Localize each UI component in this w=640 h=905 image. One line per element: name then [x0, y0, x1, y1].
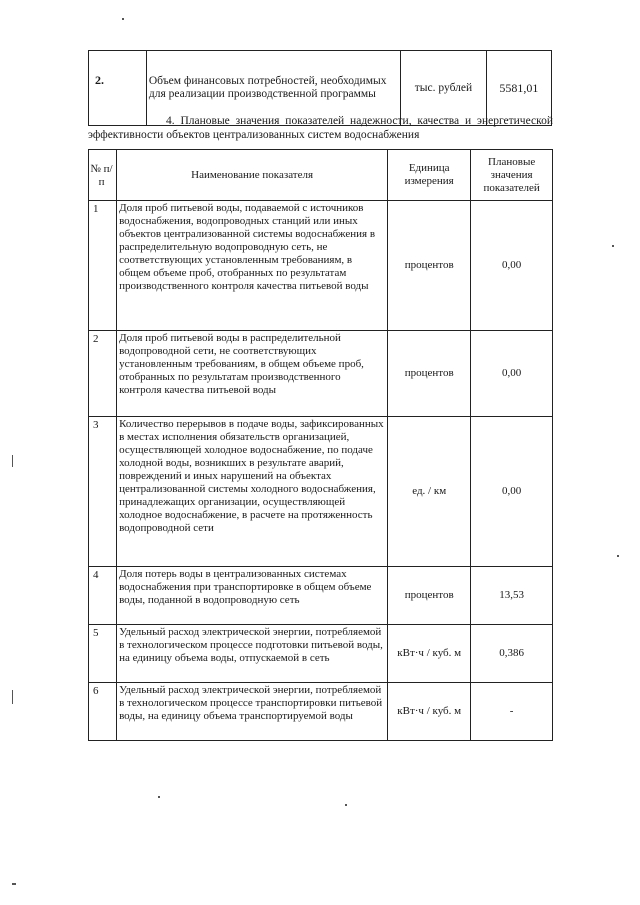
scan-speck — [12, 883, 16, 885]
header-name: Наименование показателя — [117, 150, 388, 201]
table-row — [89, 683, 553, 741]
table-row — [89, 331, 553, 417]
indicator-name: Удельный расход электрической энергии, потребляемой в технологическом процессе транспортировки питьевой воды, на единицу объема транспортируемой воды — [117, 683, 388, 741]
row-number: 6 — [89, 683, 117, 741]
unit-cell: процентов — [388, 331, 471, 417]
header-value: Плановые значения показателей — [471, 150, 553, 201]
header-unit: Единица измерения — [388, 150, 471, 201]
row-number: 2 — [89, 331, 117, 417]
unit-cell: процентов — [388, 201, 471, 331]
indicator-name: Количество перерывов в подаче воды, зафиксированных в местах исполнения обязательств организацией, осуществляющей холодное водоснабжение, по подаче холодной воды, возникших в результате аварий, повреждений и иных нарушений на объектах централизованной системы холодного водоснабжения, принадлежащих организации, осуществляющей холодное водоснабжение, в расчете на протяженность водопроводной сети — [117, 417, 388, 567]
indicator-name: Удельный расход электрической энергии, потребляемой в технологическом процессе подготовки питьевой воды, на единицу объема воды, отпускаемой в сеть — [117, 625, 388, 683]
row-number: 1 — [89, 201, 117, 331]
indicator-name: Доля потерь воды в централизованных системах водоснабжения при транспортировке в общем объеме воды, поданной в водопроводную сеть — [117, 567, 388, 625]
indicators-table — [88, 149, 553, 741]
row-number: 3 — [89, 417, 117, 567]
scan-speck — [158, 796, 160, 798]
row-number: 2. — [89, 51, 147, 126]
table-header-row — [89, 150, 553, 201]
unit-cell: кВт·ч / куб. м — [388, 625, 471, 683]
indicator-name: Доля проб питьевой воды, подаваемой с источников водоснабжения, водопроводных станций или иных объектов централизованной системы водоснабжения в распределительную водопроводную сеть, не соответствующих установленным требованиям, в общем объеме проб, отобранных по результатам производственного контроля качества питьевой воды — [117, 201, 388, 331]
value-cell: 13,53 — [471, 567, 553, 625]
section-caption: 4. Плановые значения показателей надежности, качества и энергетической эффективности объектов централизованных систем водоснабжения — [88, 115, 553, 141]
scan-speck — [12, 455, 13, 467]
unit-cell: ед. / км — [388, 417, 471, 567]
value-cell: 0,00 — [471, 201, 553, 331]
unit-cell: тыс. рублей — [401, 51, 486, 126]
row-number: 4 — [89, 567, 117, 625]
value-cell: 0,386 — [471, 625, 553, 683]
unit-cell: кВт·ч / куб. м — [388, 683, 471, 741]
value-cell: 0,00 — [471, 331, 553, 417]
value-cell: 0,00 — [471, 417, 553, 567]
row-number: 5 — [89, 625, 117, 683]
scan-speck — [122, 18, 124, 20]
value-cell: - — [471, 683, 553, 741]
table-row — [89, 567, 553, 625]
unit-cell: процентов — [388, 567, 471, 625]
table-row — [89, 417, 553, 567]
table-row — [89, 201, 553, 331]
scan-speck — [612, 245, 614, 247]
value-cell: 5581,01 — [486, 51, 551, 126]
scan-speck — [12, 690, 13, 704]
indicator-name: Доля проб питьевой воды в распределительной водопроводной сети, не соответствующих установленным требованиям, в общем объеме проб, отобранных по результатам производственного контроля качества питьевой воды — [117, 331, 388, 417]
indicator-name: Объем финансовых потребностей, необходимых для реализации производственной программы — [146, 51, 400, 126]
header-num: № п/п — [89, 150, 117, 201]
table-row — [89, 625, 553, 683]
scan-speck — [617, 555, 619, 557]
scan-speck — [345, 804, 347, 806]
